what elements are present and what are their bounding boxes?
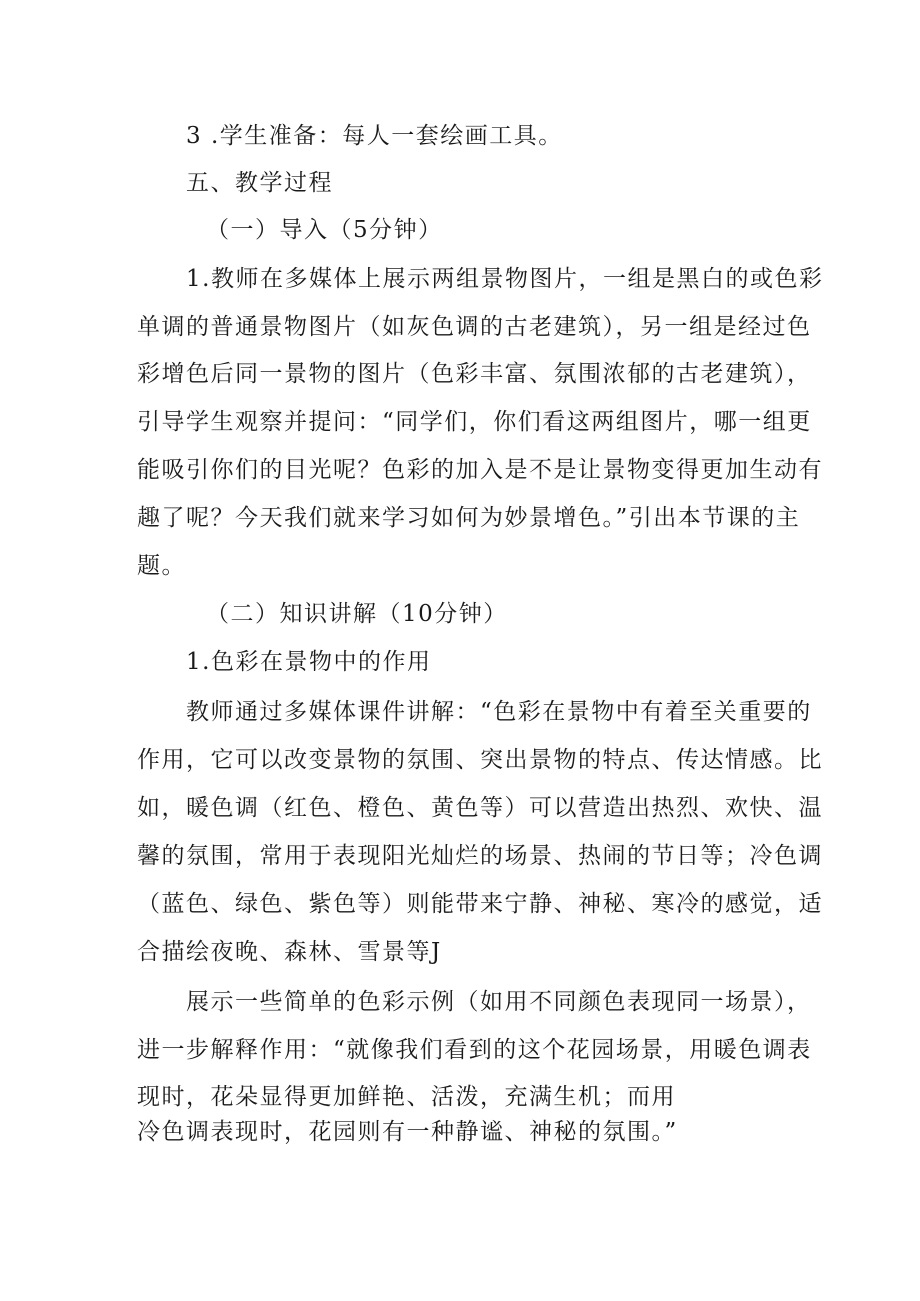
paragraph-line: 教师通过多媒体课件讲解：“色彩在景物中有着至关重要的 <box>186 699 812 725</box>
paragraph-line: 如，暖色调（红色、橙色、黄色等）可以营造出热烈、欢快、温 <box>137 795 823 821</box>
paragraph-line: 合描绘夜晚、森林、雪景等J <box>137 939 442 965</box>
point-heading-color-role: 1.色彩在景物中的作用 <box>186 649 432 675</box>
paragraph-line: 单调的普通景物图片（如灰色调的古老建筑），另一组是经过色 <box>137 314 812 340</box>
paragraph-line: 展示一些简单的色彩示例（如用不同颜色表现同一场景）， <box>186 989 812 1015</box>
paragraph-line: 馨的氛围，常用于表现阳光灿烂的场景、热闹的节日等；冷色调 <box>137 843 823 869</box>
paragraph-line: （蓝色、绿色、紫色等）则能带来宁静、神秘、寒冷的感觉，适 <box>137 891 823 917</box>
materials-item-3: 3 .学生准备：每人一套绘画工具。 <box>186 123 563 149</box>
paragraph-line: 作用，它可以改变景物的氛围、突出景物的特点、传达情感。比 <box>137 747 823 773</box>
paragraph-line: 冷色调表现时，花园则有一种静谧、神秘的氛围。” <box>137 1119 678 1145</box>
paragraph-line: 引导学生观察并提问：“同学们，你们看这两组图片，哪一组更 <box>137 409 812 435</box>
paragraph-line: 现时，花朵显得更加鲜艳、活泼，充满生机；而用 <box>137 1084 676 1110</box>
paragraph-line: 彩增色后同一景物的图片（色彩丰富、氛围浓郁的古老建筑）， <box>137 361 812 387</box>
paragraph-line: 1.教师在多媒体上展示两组景物图片，一组是黑白的或色彩 <box>186 266 824 292</box>
subheading-knowledge-explanation: （二）知识讲解（10分钟） <box>206 601 508 627</box>
paragraph-line: 进一步解释作用：“就像我们看到的这个花园场景，用暖色调表 <box>137 1037 812 1063</box>
section-heading-teaching-process: 五、教学过程 <box>186 170 333 196</box>
paragraph-line: 能吸引你们的目光呢？色彩的加入是不是让景物变得更加生动有 <box>137 457 823 483</box>
subheading-introduction: （一）导入（5分钟） <box>206 217 443 243</box>
paragraph-line: 题。 <box>137 553 186 579</box>
paragraph-line: 趣了呢？今天我们就来学习如何为妙景增色。”引出本节课的主 <box>137 505 801 531</box>
